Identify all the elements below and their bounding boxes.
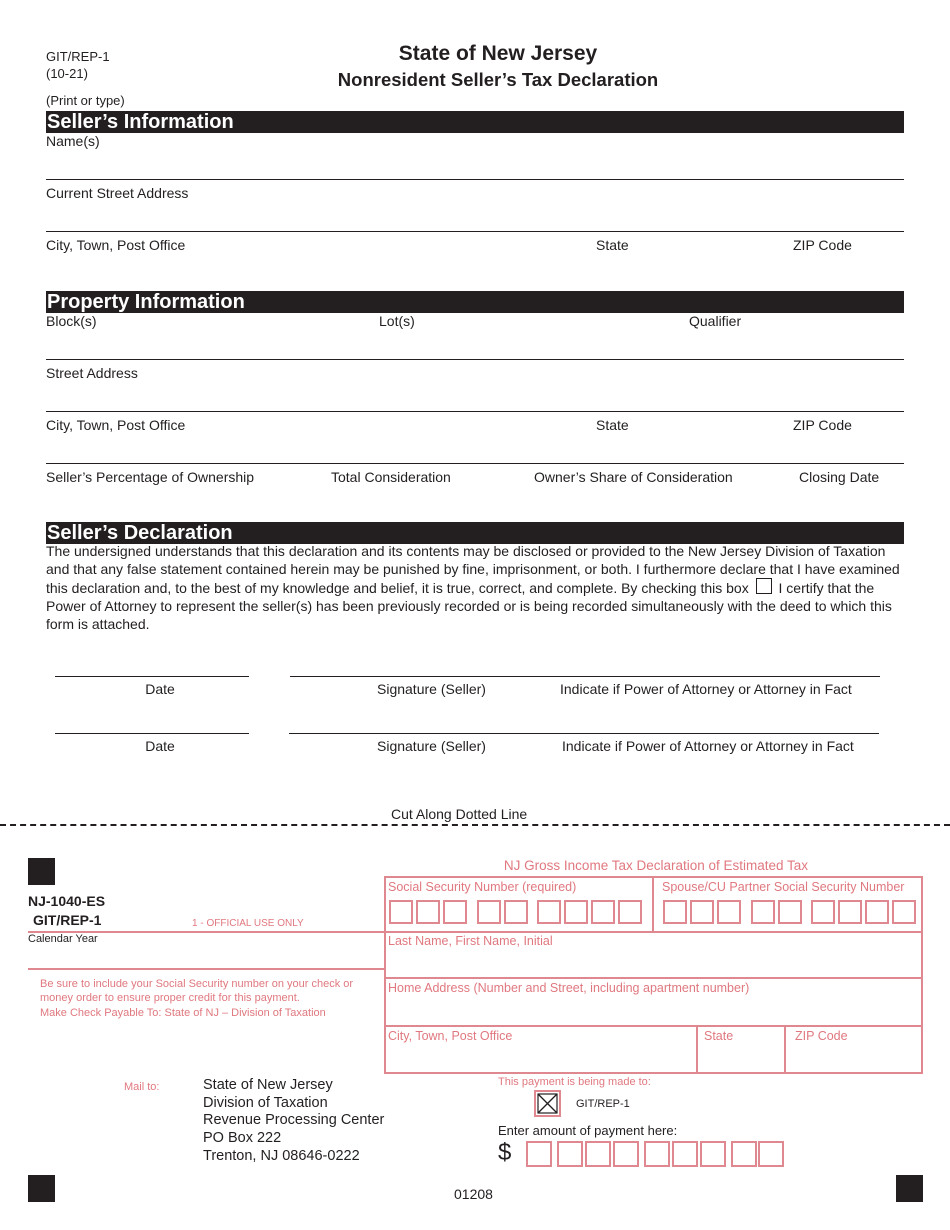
property-lot-label: Lot(s) <box>379 313 415 329</box>
date-line-1[interactable] <box>55 676 249 677</box>
spouse-ssn-digit[interactable] <box>778 900 802 924</box>
mailing-address <box>203 1077 384 1166</box>
seller-state-label: State <box>596 237 629 253</box>
property-street-label: Street Address <box>46 365 138 381</box>
ssn-digit[interactable] <box>416 900 440 924</box>
closing-date-label: Closing Date <box>799 469 880 485</box>
property-info-heading: Property Information <box>46 291 904 313</box>
spouse-ssn-digit[interactable] <box>717 900 741 924</box>
registration-mark <box>896 1175 923 1202</box>
seller-city-label: City, Town, Post Office <box>46 237 186 253</box>
address-line: Trenton, NJ 08646-0222 <box>203 1147 360 1164</box>
ssn-label: Social Security Number (required) <box>388 880 577 894</box>
signature-line-1[interactable] <box>290 676 880 677</box>
amount-digit[interactable] <box>758 1141 784 1167</box>
amount-digit[interactable] <box>585 1141 611 1167</box>
registration-mark <box>28 1175 55 1202</box>
ssn-note: Be sure to include your Social Security number on your check or money order to ensure proper credit for this payment. <box>40 978 354 1004</box>
property-qualifier-label: Qualifier <box>689 313 742 329</box>
address-line: Division of Taxation <box>203 1094 328 1111</box>
payable-note: Make Check Payable To: State of NJ – Division of Taxation <box>40 1007 326 1019</box>
poa-checkbox[interactable] <box>756 578 772 594</box>
ssn-digit[interactable] <box>504 900 528 924</box>
ssn-digit[interactable] <box>389 900 413 924</box>
spouse-ssn-digit[interactable] <box>663 900 687 924</box>
amount-digit[interactable] <box>644 1141 670 1167</box>
signature-label-1: Signature (Seller) <box>377 681 486 697</box>
poa-label-1: Indicate if Power of Attorney or Attorney in Fact <box>560 681 852 697</box>
total-consideration-label: Total Consideration <box>331 469 451 485</box>
grid-divider <box>784 1025 786 1074</box>
calendar-year-field[interactable] <box>28 968 386 970</box>
cut-dotted-line <box>0 824 950 826</box>
check-x-icon <box>536 1092 559 1115</box>
payment-type-label: GIT/REP-1 <box>576 1098 630 1110</box>
mail-to-label: Mail to: <box>124 1081 160 1093</box>
calendar-year-label: Calendar Year <box>28 933 98 945</box>
ssn-digit[interactable] <box>564 900 588 924</box>
property-zip-label: ZIP Code <box>793 417 852 433</box>
date-label-1: Date <box>145 681 175 697</box>
signature-line-2[interactable] <box>289 733 879 734</box>
property-city-label: City, Town, Post Office <box>46 417 186 433</box>
dollar-sign: $ <box>498 1139 512 1166</box>
seller-street-field[interactable] <box>46 231 904 232</box>
official-use-label: 1 - OFFICIAL USE ONLY <box>192 918 304 929</box>
spouse-ssn-digit[interactable] <box>892 900 916 924</box>
voucher-sub-code: GIT/REP-1 <box>33 912 102 928</box>
amount-digit[interactable] <box>700 1141 726 1167</box>
print-note: (Print or type) <box>46 93 125 108</box>
property-state-label: State <box>596 417 629 433</box>
amount-digit[interactable] <box>672 1141 698 1167</box>
address-line: Revenue Processing Center <box>203 1112 385 1129</box>
property-street-field[interactable] <box>46 411 904 412</box>
address-line: State of New Jersey <box>203 1077 333 1093</box>
payment-type-checkbox[interactable] <box>534 1090 561 1117</box>
property-block-field[interactable] <box>46 359 904 360</box>
voucher-city-label: City, Town, Post Office <box>388 1029 513 1043</box>
spouse-ssn-digit[interactable] <box>838 900 862 924</box>
property-city-field[interactable] <box>46 463 904 464</box>
address-label: Home Address (Number and Street, including apartment number) <box>388 981 750 995</box>
amount-digit[interactable] <box>526 1141 552 1167</box>
seller-info-heading: Seller’s Information <box>46 111 904 133</box>
poa-label-2: Indicate if Power of Attorney or Attorney in Fact <box>562 738 854 754</box>
amount-digit[interactable] <box>731 1141 757 1167</box>
signature-label-2: Signature (Seller) <box>377 738 486 754</box>
page-title: State of New Jersey <box>398 42 598 65</box>
spouse-ssn-digit[interactable] <box>811 900 835 924</box>
payment-note: This payment is being made to: <box>498 1076 651 1088</box>
spouse-ssn-digit[interactable] <box>865 900 889 924</box>
seller-names-label: Name(s) <box>46 133 100 149</box>
seller-names-field[interactable] <box>46 179 904 180</box>
form-code: GIT/REP-1 <box>46 49 110 64</box>
declaration-text <box>46 543 906 634</box>
ssn-digit[interactable] <box>618 900 642 924</box>
address-line: PO Box 222 <box>203 1130 282 1147</box>
ssn-digit[interactable] <box>591 900 615 924</box>
address-field[interactable] <box>386 997 920 1023</box>
spouse-ssn-label: Spouse/CU Partner Social Security Number <box>662 880 905 894</box>
declaration-text-after: I certify that the Power of Attorney to represent the seller(s) has been previously recorded or is being recorded simultaneously with the deed to which this form is attached. <box>46 580 892 632</box>
owner-share-label: Owner’s Share of Consideration <box>534 469 733 485</box>
ssn-digit[interactable] <box>477 900 501 924</box>
seller-street-label: Current Street Address <box>46 185 189 201</box>
grid-divider <box>384 977 923 979</box>
form-revision: (10-21) <box>46 66 88 81</box>
ssn-digit[interactable] <box>443 900 467 924</box>
grid-divider <box>652 876 654 932</box>
ssn-digit[interactable] <box>537 900 561 924</box>
cut-label: Cut Along Dotted Line <box>391 806 528 822</box>
amount-digit[interactable] <box>613 1141 639 1167</box>
voucher-form-code: NJ-1040-ES <box>28 893 106 909</box>
declaration-text-before: The undersigned understands that this declaration and its contents may be disclosed or provided to the New Jersey Division of Taxation and that any false statement contained herein may be punished by fine, imprisonment, or both. I furthermore declare that I have examined this declaration and, to the best of my knowledge and belief, it is true, correct, and complete. By checking this box <box>46 543 900 597</box>
seller-zip-label: ZIP Code <box>793 237 852 253</box>
name-label: Last Name, First Name, Initial <box>388 934 553 948</box>
footer-code: 01208 <box>454 1186 493 1202</box>
registration-mark <box>28 858 55 885</box>
declaration-heading: Seller’s Declaration <box>46 522 904 544</box>
voucher-zip-label: ZIP Code <box>795 1029 848 1043</box>
amount-label: Enter amount of payment here: <box>498 1123 678 1138</box>
date-label-2: Date <box>145 738 175 754</box>
grid-divider <box>696 1025 698 1074</box>
ownership-pct-label: Seller’s Percentage of Ownership <box>46 469 255 485</box>
amount-digit[interactable] <box>557 1141 583 1167</box>
property-block-label: Block(s) <box>46 313 97 329</box>
page-subtitle: Nonresident Seller’s Tax Declaration <box>337 69 659 90</box>
grid-divider <box>384 1025 923 1027</box>
name-field[interactable] <box>386 950 920 975</box>
voucher-state-label: State <box>704 1029 734 1043</box>
spouse-ssn-digit[interactable] <box>690 900 714 924</box>
date-line-2[interactable] <box>55 733 249 734</box>
voucher-title: NJ Gross Income Tax Declaration of Estimated Tax <box>503 858 809 873</box>
spouse-ssn-digit[interactable] <box>751 900 775 924</box>
